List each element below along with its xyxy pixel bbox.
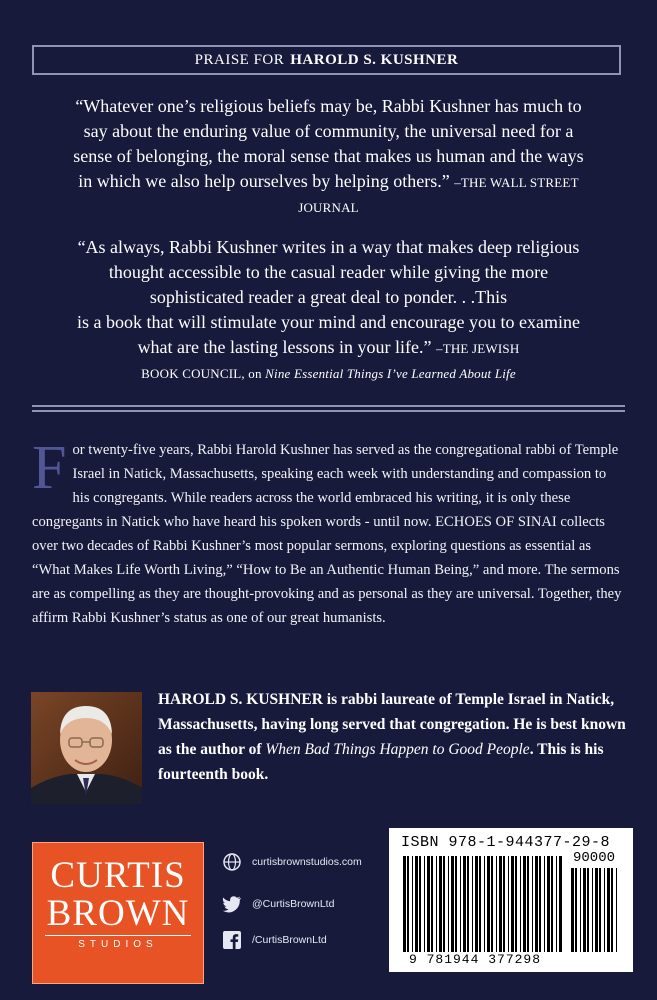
price-barcode-bars-icon [571, 868, 621, 952]
quote-line [20, 335, 637, 361]
quote-wsj [20, 94, 637, 220]
globe-icon [222, 852, 242, 872]
author-bio-text: HAROLD S. KUSHNER is rabbi laureate of Temple Israel in Natick, Massachusetts, having long served that congregation. He is best known as the author of [158, 691, 626, 758]
isbn-barcode [389, 828, 633, 972]
logo-line-brown: BROWN [46, 893, 190, 934]
twitter-icon [222, 894, 242, 914]
quote-source: –THE WALL STREET [454, 175, 579, 190]
publisher-logo [32, 842, 204, 984]
isbn-number: ISBN 978-1-944377-29-8 [401, 834, 611, 851]
quote-text: in which we also help ourselves by helping others.” [78, 171, 450, 191]
drop-cap: F [32, 434, 67, 502]
quote-line: sense of belonging, the moral sense that makes us human and the ways [73, 146, 584, 166]
twitter-link[interactable] [222, 894, 334, 914]
description-text: or twenty-five years, Rabbi Harold Kushner has served as the congregational rabbi of Temple Israel in Natick, Massachusetts, speaking each week with understanding and compassion to his congregants. While readers across the world embraced his writing, it is only these congregants in Natick who have heard his spoken words - until now. ECHOES OF SINAI collects over two decades of Rabbi Kushner’s most popular sermons, exploring questions as essential as “What Makes Life Worth Living,” “How to Be an Authentic Human Being,” and more. The sermons are as compelling as they are thought-provoking and as personal as they are universal. Together, they affirm Rabbi Kushner’s status as one of our great humanists. [32, 442, 622, 626]
website-text: curtisbrownstudios.com [252, 856, 362, 868]
barcode-bars-icon [403, 856, 563, 952]
quote-line: sophisticated reader a great deal to ponder. . .This [149, 287, 508, 307]
logo-line-curtis: CURTIS [50, 855, 186, 896]
facebook-handle: /CurtisBrownLtd [252, 934, 327, 946]
quote-text: what are the lasting lessons in your life.” [137, 337, 432, 357]
ean-number: 9 781944 377298 [409, 952, 542, 967]
quote-source-cont: JOURNAL [298, 200, 359, 215]
praise-author-name: HAROLD S. KUSHNER [290, 51, 459, 68]
divider-rule [32, 405, 625, 407]
quote-line: thought accessible to the casual reader while giving the more [108, 262, 549, 282]
logo-line-studios: STUDIOS [78, 939, 158, 950]
quote-line [20, 169, 637, 195]
praise-header [32, 45, 621, 75]
divider-rule [32, 410, 625, 412]
quote-source: –THE JEWISH [436, 341, 520, 356]
quote-source-org: BOOK COUNCIL, on [141, 366, 262, 381]
twitter-handle: @CurtisBrownLtd [252, 898, 335, 910]
logo-divider [45, 935, 191, 936]
quote-source-cont [20, 361, 637, 386]
author-bio [158, 687, 628, 787]
quote-source-book: Nine Essential Things I’ve Learned About Life [265, 366, 516, 381]
price-code: 90000 [573, 850, 616, 866]
facebook-link[interactable] [222, 930, 327, 950]
author-photo [31, 692, 142, 804]
quote-line: is a book that will stimulate your mind and encourage you to examine [77, 312, 580, 332]
author-bio-end: . This is his fourteenth book. [158, 741, 604, 783]
quote-line: say about the enduring value of community, the universal need for a [83, 121, 574, 141]
author-portrait-icon [31, 692, 142, 804]
website-link[interactable] [222, 852, 362, 872]
quote-jewish-book-council [20, 235, 637, 386]
facebook-icon [222, 930, 242, 950]
book-description [32, 434, 625, 630]
quote-line: “As always, Rabbi Kushner writes in a way that makes deep religious [77, 237, 580, 257]
quote-line: “Whatever one’s religious beliefs may be, Rabbi Kushner has much to [75, 96, 582, 116]
praise-lead: PRAISE FOR [194, 51, 285, 68]
author-book-title: When Bad Things Happen to Good People [265, 741, 530, 758]
